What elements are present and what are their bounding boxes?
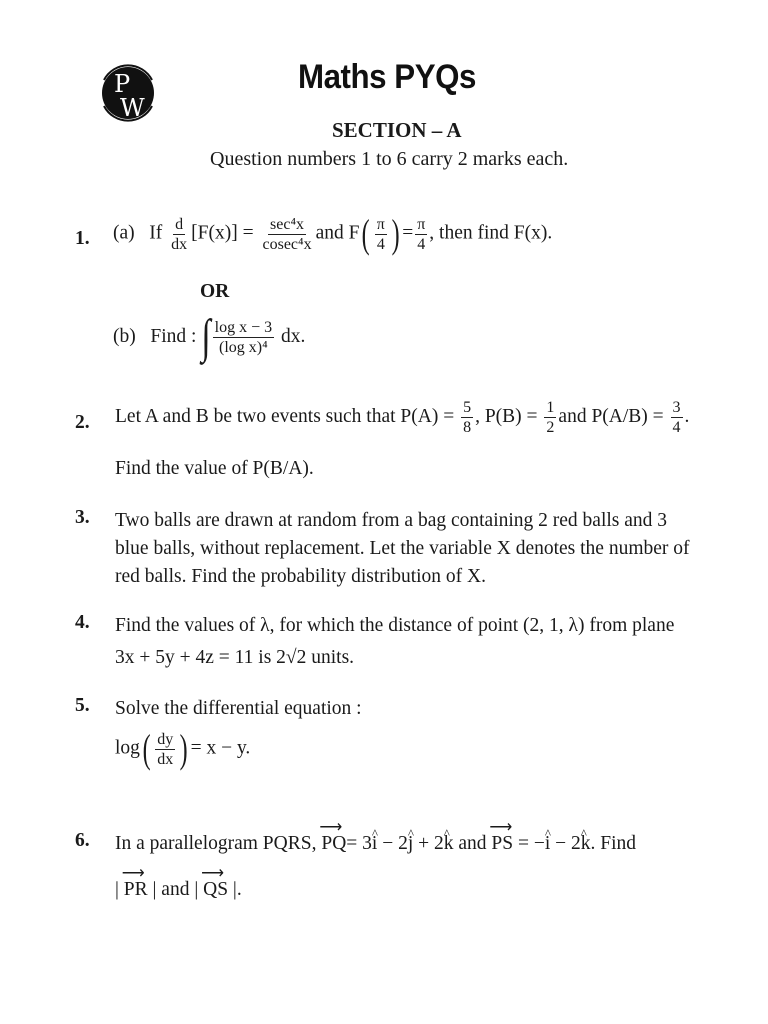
- text: |.: [232, 879, 242, 900]
- fraction: [260, 215, 313, 254]
- text: , P(B) =: [475, 405, 538, 427]
- vector-pr: ⟶ PR: [124, 876, 148, 904]
- denominator: cosec⁴x: [262, 235, 312, 253]
- numerator: dy: [157, 730, 174, 748]
- numerator: log x − 3: [214, 319, 273, 336]
- or-label: OR: [200, 281, 230, 302]
- equation: log( $\frac{dy}{dx}$ ) = x − y.: [115, 726, 251, 771]
- text-line: Find the values of λ, for which the distance of point (2, 1, λ) from plane: [115, 615, 675, 636]
- question-3: [115, 507, 690, 591]
- text: =: [402, 222, 414, 244]
- part-label: (b): [113, 325, 136, 347]
- question-6: [115, 830, 636, 904]
- question-2: [115, 398, 689, 437]
- vector-qs: ⟶ QS: [203, 876, 228, 904]
- vector-pq: ⟶ PQ: [321, 830, 346, 858]
- numerator: 5: [463, 399, 472, 416]
- fraction: [671, 398, 683, 437]
- fraction: [461, 398, 473, 437]
- text: |: [115, 879, 119, 900]
- fraction: [544, 398, 556, 437]
- denominator: 4: [376, 235, 385, 253]
- text: . Find: [590, 833, 637, 854]
- question-number: 3.: [75, 507, 90, 528]
- numerator: d: [175, 215, 184, 233]
- text-line: blue balls, without replacement. Let the variable X denotes the number of: [115, 538, 690, 559]
- fraction: [415, 215, 427, 254]
- numerator: 3: [672, 399, 681, 416]
- unit-k: ^ k: [581, 830, 591, 858]
- question-1a: (a) If $\frac{d}{dx}$ [F(x)] = $\frac{\text{sec⁴x}}{\text{cosec⁴x}}$ and F( $\frac{\pi}{4}$ ) = $\frac{\pi}{4}$ , then find F(x).: [113, 211, 553, 256]
- text: = 3: [346, 833, 372, 854]
- numerator: π: [417, 215, 426, 233]
- text: In a parallelogram PQRS,: [115, 833, 317, 854]
- svg-text:W: W: [120, 94, 145, 122]
- text: and: [453, 833, 487, 854]
- text: Let A and B be two events such that P(A) =: [115, 405, 455, 427]
- text-line: 3x + 5y + 4z = 11 is 2√2 units.: [115, 647, 355, 668]
- text: |: [152, 879, 157, 900]
- denominator: 2: [546, 419, 555, 436]
- unit-i: ^ i: [372, 830, 377, 858]
- denominator: dx: [157, 750, 174, 768]
- question-number: 1.: [75, 228, 90, 249]
- fraction: [375, 215, 387, 254]
- integral-sign: ∫: [201, 310, 211, 363]
- text-line: Two balls are drawn at random from a bag containing 2 red balls and 3: [115, 510, 668, 531]
- text: .: [684, 405, 690, 427]
- denominator: dx: [171, 235, 188, 253]
- text-line: Solve the differential equation :: [115, 698, 362, 719]
- text: [F(x)] =: [191, 222, 254, 244]
- text: + 2: [413, 833, 444, 854]
- page-title: Maths PYQs: [298, 58, 476, 96]
- question-5: [115, 695, 362, 769]
- text: − 2: [377, 833, 408, 854]
- denominator: (log x)⁴: [219, 339, 268, 356]
- section-heading: SECTION – A: [332, 118, 462, 142]
- part-label: (a): [113, 222, 135, 244]
- unit-i: ^ i: [545, 830, 550, 858]
- text: = −: [513, 833, 545, 854]
- text-line: red balls. Find the probability distribution of X.: [115, 566, 487, 587]
- text: = x − y.: [190, 737, 251, 759]
- text-line: [115, 876, 636, 904]
- text-line: [115, 830, 636, 858]
- denominator: 8: [463, 419, 472, 436]
- pw-logo: [100, 60, 156, 126]
- svg-text:P: P: [114, 70, 131, 98]
- question-number: 2.: [75, 412, 90, 433]
- numerator: 1: [546, 399, 555, 416]
- text: and P(A/B) =: [558, 405, 664, 427]
- text: dx.: [280, 325, 306, 347]
- numerator: sec⁴x: [270, 215, 305, 233]
- text: − 2: [550, 833, 581, 854]
- question-2-line2: Find the value of P(B/A).: [115, 458, 314, 479]
- text: If: [149, 222, 163, 244]
- unit-k: ^ k: [444, 830, 454, 858]
- question-number: 5.: [75, 695, 90, 716]
- fraction: [213, 318, 274, 357]
- question-number: 6.: [75, 830, 90, 851]
- question-1b: [113, 310, 306, 363]
- text: |: [194, 879, 199, 900]
- text: Find :: [150, 325, 197, 347]
- fraction: [155, 730, 175, 769]
- denominator: 4: [672, 419, 681, 436]
- question-4: [115, 612, 674, 672]
- fraction: [169, 215, 189, 254]
- denominator: 4: [417, 235, 426, 253]
- unit-j: ^ j: [408, 830, 413, 858]
- numerator: π: [376, 215, 385, 233]
- question-number: 4.: [75, 612, 90, 633]
- vector-ps: ⟶ PS: [491, 830, 513, 858]
- text: and F: [315, 222, 360, 244]
- text: , then find F(x).: [429, 222, 553, 244]
- instructions: Question numbers 1 to 6 carry 2 marks each.: [210, 148, 569, 170]
- text: and: [156, 879, 195, 900]
- text: log: [115, 737, 140, 759]
